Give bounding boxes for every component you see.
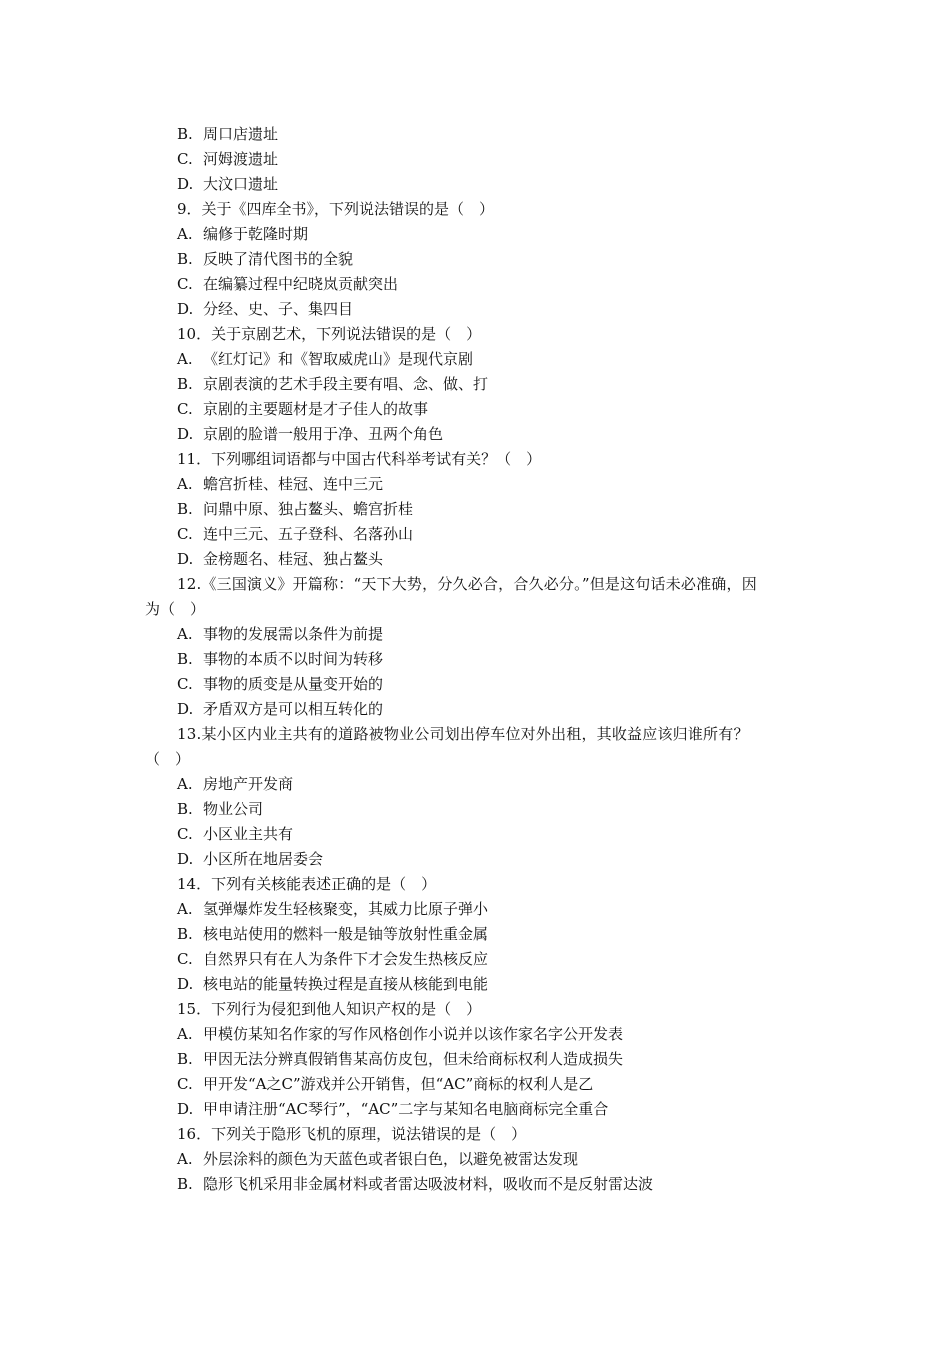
answer-option [145, 472, 825, 497]
answer-option [145, 122, 825, 147]
option-letter: C. [177, 525, 193, 543]
answer-option [145, 147, 825, 172]
answer-option [145, 172, 825, 197]
option-text: 事物的本质不以时间为转移 [203, 650, 384, 668]
option-text: 反映了清代图书的全貌 [203, 250, 354, 268]
option-letter: D. [177, 300, 194, 318]
answer-option [145, 972, 825, 997]
option-letter: A. [177, 775, 193, 793]
question-stem: 15．下列行为侵犯到他人知识产权的是（ ） [177, 1000, 482, 1018]
question-stem: 16．下列关于隐形飞机的原理，说法错误的是（ ） [177, 1125, 527, 1143]
option-text: 事物的发展需以条件为前提 [203, 625, 384, 643]
option-letter: C. [177, 950, 193, 968]
option-letter: D. [177, 425, 194, 443]
option-letter: D. [177, 1100, 194, 1118]
option-text: 金榜题名、桂冠、独占鳌头 [203, 550, 384, 568]
option-letter: D. [177, 700, 194, 718]
option-text: 小区所在地居委会 [203, 850, 324, 868]
option-text: 物业公司 [203, 800, 264, 818]
option-text: 外层涂料的颜色为天蓝色或者银白色，以避免被雷达发现 [203, 1150, 579, 1168]
option-letter: D. [177, 175, 194, 193]
option-text: 核电站的能量转换过程是直接从核能到电能 [203, 975, 489, 993]
option-letter: C. [177, 150, 193, 168]
option-letter: B. [177, 925, 193, 943]
question-stem: 11．下列哪组词语都与中国古代科举考试有关？（ ） [177, 450, 542, 468]
answer-option [145, 297, 825, 322]
answer-option [145, 1072, 825, 1097]
option-text: 连中三元、五子登科、名落孙山 [203, 525, 414, 543]
option-text: 京剧的脸谱一般用于净、丑两个角色 [203, 425, 444, 443]
answer-option [145, 397, 825, 422]
option-text: 京剧表演的艺术手段主要有唱、念、做、打 [203, 375, 489, 393]
option-text: 编修于乾隆时期 [203, 225, 309, 243]
answer-option [145, 547, 825, 572]
answer-option [145, 1147, 825, 1172]
option-text: 事物的质变是从量变开始的 [203, 675, 384, 693]
option-letter: A. [177, 1150, 193, 1168]
answer-option [145, 697, 825, 722]
option-letter: C. [177, 1075, 193, 1093]
question-stem: 10．关于京剧艺术，下列说法错误的是（ ） [177, 325, 482, 343]
question-list [145, 122, 825, 1197]
question-stem-continuation: （ ） [145, 750, 191, 768]
option-letter: B. [177, 125, 193, 143]
answer-option [145, 772, 825, 797]
answer-option [145, 522, 825, 547]
option-letter: B. [177, 1175, 193, 1193]
question-stem-continuation: 为（ ） [145, 600, 206, 618]
option-text: 甲模仿某知名作家的写作风格创作小说并以该作家名字公开发表 [203, 1025, 624, 1043]
option-text: 蟾宫折桂、桂冠、连中三元 [203, 475, 384, 493]
option-text: 核电站使用的燃料一般是铀等放射性重金属 [203, 925, 489, 943]
option-text: 甲因无法分辨真假销售某高仿皮包，但未给商标权利人造成损失 [203, 1050, 624, 1068]
option-text: 隐形飞机采用非金属材料或者雷达吸波材料，吸收而不是反射雷达波 [203, 1175, 654, 1193]
answer-option [145, 372, 825, 397]
answer-option [145, 1047, 825, 1072]
option-letter: B. [177, 1050, 193, 1068]
answer-option [145, 922, 825, 947]
answer-option [145, 222, 825, 247]
option-letter: D. [177, 550, 194, 568]
option-letter: C. [177, 675, 193, 693]
option-text: 氢弹爆炸发生轻核聚变，其威力比原子弹小 [203, 900, 489, 918]
option-letter: A. [177, 900, 193, 918]
option-letter: B. [177, 375, 193, 393]
answer-option [145, 847, 825, 872]
option-text: 《红灯记》和《智取威虎山》是现代京剧 [203, 350, 474, 368]
answer-option [145, 797, 825, 822]
answer-option [145, 622, 825, 647]
option-text: 矛盾双方是可以相互转化的 [203, 700, 384, 718]
option-text: 周口店遗址 [203, 125, 279, 143]
question-stem: 14．下列有关核能表述正确的是（ ） [177, 875, 437, 893]
option-letter: B. [177, 650, 193, 668]
question-stem: 13.某小区内业主共有的道路被物业公司划出停车位对外出租，其收益应该归谁所有？ [177, 725, 749, 743]
option-letter: B. [177, 250, 193, 268]
option-text: 小区业主共有 [203, 825, 294, 843]
option-text: 自然界只有在人为条件下才会发生热核反应 [203, 950, 489, 968]
answer-option [145, 1022, 825, 1047]
question-stem: 9．关于《四库全书》，下列说法错误的是（ ） [177, 200, 495, 218]
option-letter: B. [177, 800, 193, 818]
answer-option [145, 897, 825, 922]
option-letter: D. [177, 850, 194, 868]
answer-option [145, 672, 825, 697]
option-letter: A. [177, 350, 193, 368]
answer-option [145, 947, 825, 972]
option-letter: A. [177, 225, 193, 243]
option-text: 京剧的主要题材是才子佳人的故事 [203, 400, 429, 418]
option-text: 房地产开发商 [203, 775, 294, 793]
option-text: 大汶口遗址 [203, 175, 279, 193]
option-letter: D. [177, 975, 194, 993]
option-letter: A. [177, 475, 193, 493]
option-text: 分经、史、子、集四目 [203, 300, 354, 318]
option-letter: C. [177, 400, 193, 418]
answer-option [145, 247, 825, 272]
answer-option [145, 822, 825, 847]
option-letter: C. [177, 275, 193, 293]
option-letter: A. [177, 1025, 193, 1043]
option-text: 甲申请注册“AC琴行”，“AC”二字与某知名电脑商标完全重合 [203, 1100, 609, 1118]
option-letter: A. [177, 625, 193, 643]
option-text: 在编纂过程中纪晓岚贡献突出 [203, 275, 399, 293]
answer-option [145, 422, 825, 447]
answer-option [145, 347, 825, 372]
answer-option [145, 647, 825, 672]
option-text: 问鼎中原、独占鳌头、蟾宫折桂 [203, 500, 414, 518]
answer-option [145, 497, 825, 522]
option-text: 河姆渡遗址 [203, 150, 279, 168]
question-stem: 12.《三国演义》开篇称：“天下大势，分久必合，合久必分。”但是这句话未必准确，因 [177, 575, 757, 593]
option-text: 甲开发“A之C”游戏并公开销售，但“AC”商标的权利人是乙 [203, 1075, 594, 1093]
answer-option [145, 272, 825, 297]
answer-option [145, 1097, 825, 1122]
option-letter: C. [177, 825, 193, 843]
option-letter: B. [177, 500, 193, 518]
answer-option [145, 1172, 825, 1197]
